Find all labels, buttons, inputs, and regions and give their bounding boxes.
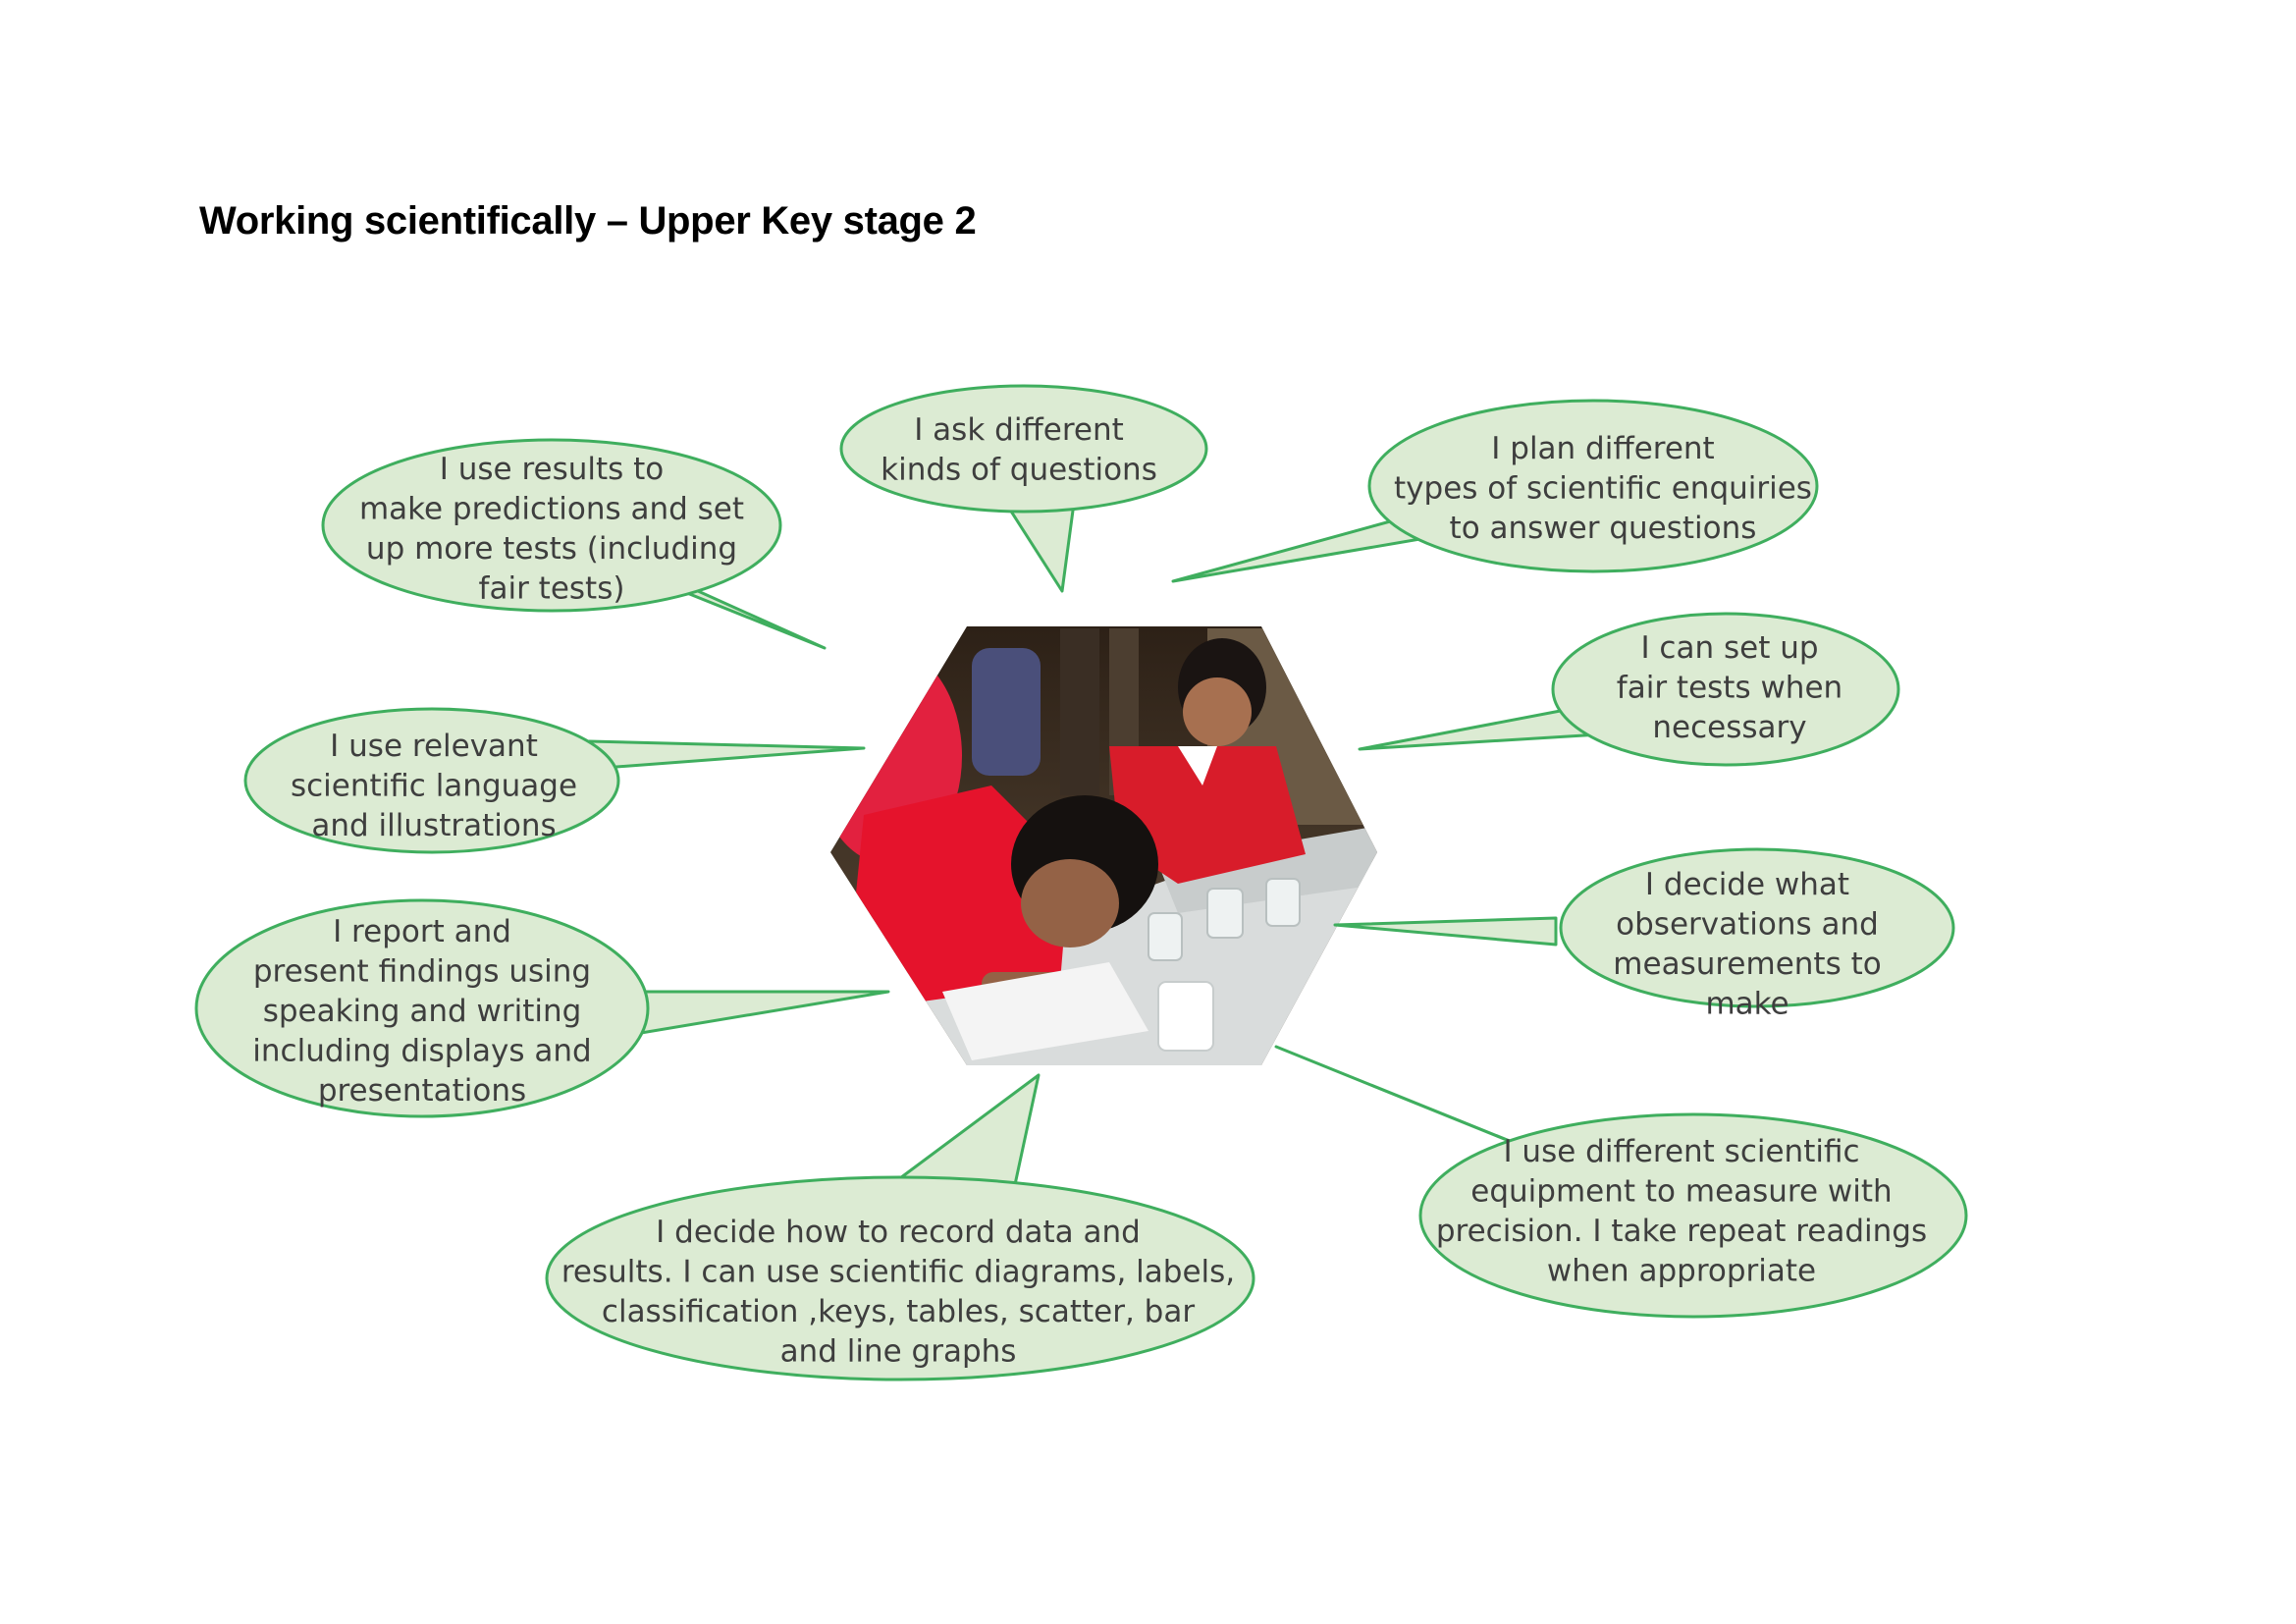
bubble-line: I use results to [439, 452, 665, 487]
bubble-line: make [1705, 986, 1789, 1022]
bubble-line: and line graphs [779, 1333, 1017, 1370]
bubble-line: scientific language [290, 768, 578, 804]
bubble-line: fair tests when [1616, 670, 1843, 706]
bubble-line: I decide how to record data and [656, 1215, 1141, 1250]
bubble-line: kinds of questions [881, 452, 1157, 488]
bubble-line: classification ,keys, tables, scatter, bar [601, 1294, 1196, 1329]
bubble-line: I use relevant [330, 729, 538, 764]
bubble-line: I plan different [1491, 431, 1715, 466]
bubble-line: I report and [333, 914, 511, 949]
bubble-line: presentations [317, 1073, 527, 1109]
bubble-line: precision. I take repeat readings [1435, 1214, 1928, 1249]
bubble-line: equipment to measure with [1470, 1173, 1893, 1210]
bubble-line: observations and [1616, 906, 1879, 943]
page-title: Working scientifically – Upper Key stage 2 [199, 199, 977, 243]
bubble-line: fair tests) [478, 570, 625, 607]
bubble-line: to answer questions [1449, 511, 1757, 546]
bubble-line: up more tests (including [365, 531, 738, 567]
bubble-line: types of scientific enquiries [1394, 470, 1812, 507]
bubble-line: when appropriate [1546, 1253, 1817, 1289]
bubble-line: results. I can use scientific diagrams, labels, [561, 1254, 1236, 1290]
bubble-line: measurements to [1613, 947, 1882, 982]
bubble-line: I decide what [1644, 867, 1850, 902]
bubble-line: I use different scientific [1503, 1134, 1860, 1169]
bubble-line: including displays and [252, 1033, 592, 1069]
bubble-line: I can set up [1640, 630, 1819, 666]
bubble-line: present findings using [252, 953, 592, 990]
bubble-line: necessary [1652, 710, 1807, 745]
bubble-line: and illustrations [311, 808, 557, 843]
bubble-line: speaking and writing [262, 994, 582, 1029]
center-photo [815, 619, 1384, 1070]
bubble-line: I ask different [914, 412, 1124, 448]
bubble-line: make predictions and set [358, 491, 745, 527]
bubble-text-scientific-language [291, 729, 577, 843]
